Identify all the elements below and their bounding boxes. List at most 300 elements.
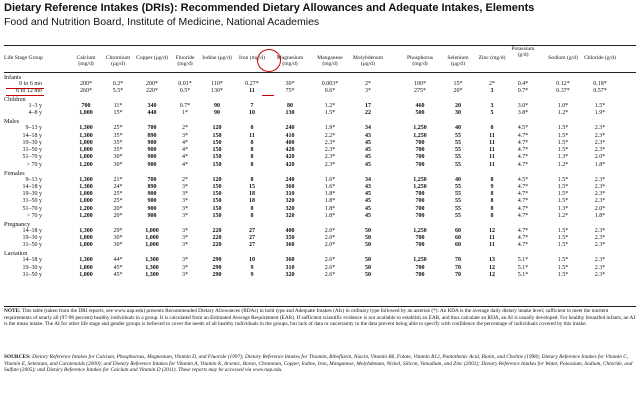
cell-na: 1.2* bbox=[557, 161, 569, 168]
cell-f: 3* bbox=[182, 242, 188, 249]
cell-k: 4.7* bbox=[517, 191, 529, 198]
table-row bbox=[0, 206, 640, 213]
cell-i: 150 bbox=[212, 139, 222, 146]
cell-mn: 2.0* bbox=[324, 235, 336, 242]
cell-k: 4.7* bbox=[517, 242, 529, 249]
row-label: 19–30 y bbox=[22, 139, 42, 146]
cell-na: 1.5* bbox=[557, 132, 569, 139]
cell-ca: 1,000 bbox=[79, 235, 93, 242]
row-label: 19–30 y bbox=[22, 235, 42, 242]
cell-k: 4.7* bbox=[517, 183, 529, 190]
column-header-ca: Calcium (mg/d) bbox=[76, 55, 96, 68]
cell-cr: 30* bbox=[113, 161, 123, 168]
cell-i: 220 bbox=[212, 227, 222, 234]
table-row bbox=[0, 213, 640, 220]
cell-cu: 900 bbox=[147, 205, 157, 212]
cell-mo: 45 bbox=[365, 154, 371, 161]
cell-mn: 1.8* bbox=[324, 191, 336, 198]
cell-mn: 2.3* bbox=[324, 139, 336, 146]
cell-k: 4.7* bbox=[517, 147, 529, 154]
cell-k: 3.8* bbox=[517, 110, 529, 117]
cell-mo: 2* bbox=[365, 81, 371, 87]
cell-ca: 700 bbox=[81, 103, 91, 110]
cell-cl: 1.5* bbox=[594, 103, 606, 110]
cell-p: 1,250 bbox=[413, 125, 427, 132]
cell-k: 0.7* bbox=[517, 88, 529, 95]
cell-cr: 30* bbox=[113, 154, 123, 161]
cell-i: 150 bbox=[212, 154, 222, 161]
cell-mn: 1.2* bbox=[324, 103, 336, 110]
cell-cl: 2.0* bbox=[594, 154, 606, 161]
cell-p: 275* bbox=[414, 88, 426, 95]
cell-cu: 440 bbox=[147, 110, 157, 117]
row-label: 14–18 y bbox=[22, 183, 42, 190]
cell-mn: 0.003* bbox=[321, 81, 339, 87]
page-title: Dietary Reference Intakes (DRIs): Recommended Dietary Allowances and Adequate Intakes, Elements bbox=[4, 2, 535, 14]
iron-infant-underline bbox=[262, 95, 274, 96]
cell-mg: 75* bbox=[285, 88, 295, 95]
cell-na: 1.2* bbox=[557, 110, 569, 117]
cell-cl: 2.0* bbox=[594, 205, 606, 212]
column-header-cl: Chloride (g/d) bbox=[584, 55, 616, 61]
cell-se: 15* bbox=[453, 81, 463, 87]
cell-zn: 9 bbox=[490, 183, 494, 190]
note-label: NOTE: bbox=[4, 308, 21, 314]
cell-se: 55 bbox=[455, 132, 461, 139]
cell-i: 290 bbox=[212, 264, 222, 271]
cell-mn: 2.3* bbox=[324, 147, 336, 154]
column-header-group: Life Stage Group bbox=[4, 55, 43, 61]
cell-i: 150 bbox=[212, 132, 222, 139]
row-label: 31–50 y bbox=[22, 242, 42, 249]
cell-zn: 8 bbox=[490, 213, 494, 219]
cell-mn: 1.8* bbox=[324, 198, 336, 205]
cell-i: 150 bbox=[212, 205, 222, 212]
row-label: 0 to 6 mo bbox=[19, 81, 42, 87]
cell-ca: 1,300 bbox=[79, 183, 93, 190]
cell-k: 5.1* bbox=[517, 257, 529, 264]
row-label: 1–3 y bbox=[28, 103, 42, 110]
cell-se: 40 bbox=[455, 125, 461, 132]
cell-mn: 1.8* bbox=[324, 213, 336, 219]
cell-cl: 2.3* bbox=[594, 176, 606, 183]
cell-mg: 320 bbox=[285, 271, 295, 278]
cell-i: 220 bbox=[212, 242, 222, 249]
cell-cu: 900 bbox=[147, 161, 157, 168]
cell-k: 3.0* bbox=[517, 103, 529, 110]
cell-p: 700 bbox=[415, 154, 425, 161]
cell-i: 120 bbox=[212, 176, 222, 183]
cell-mo: 45 bbox=[365, 191, 371, 198]
cell-na: 1.5* bbox=[557, 147, 569, 154]
cell-mn: 2.6* bbox=[324, 271, 336, 278]
cell-mg: 360 bbox=[285, 257, 295, 264]
cell-se: 70 bbox=[455, 264, 461, 271]
cell-i: 150 bbox=[212, 213, 222, 219]
cell-cr: 20* bbox=[113, 205, 123, 212]
cell-cr: 35* bbox=[113, 147, 123, 154]
cell-mg: 410 bbox=[285, 132, 295, 139]
cell-fe: 27 bbox=[249, 235, 255, 242]
cell-mg: 360 bbox=[285, 183, 295, 190]
cell-mo: 34 bbox=[365, 176, 371, 183]
cell-na: 1.0* bbox=[557, 103, 569, 110]
cell-cu: 900 bbox=[147, 191, 157, 198]
cell-cr: 5.5* bbox=[112, 88, 124, 95]
sources-paragraph bbox=[4, 354, 636, 374]
cell-f: 4* bbox=[182, 161, 188, 168]
cell-f: 3* bbox=[182, 132, 188, 139]
cell-se: 70 bbox=[455, 271, 461, 278]
cell-fe: 27 bbox=[249, 242, 255, 249]
table-row bbox=[0, 235, 640, 242]
cell-na: 1.5* bbox=[557, 198, 569, 205]
column-header-fe: Iron (mg/d) bbox=[239, 55, 265, 61]
cell-na: 1.5* bbox=[557, 176, 569, 183]
cell-ca: 1,000 bbox=[79, 147, 93, 154]
cell-zn: 11 bbox=[489, 235, 495, 242]
sources-text: Dietary Reference Intakes for Calcium, Phosphorous, Magnesium, Vitamin D, and Fluoride (1997); Dietary Reference Intakes for Thiamin, Riboflavin, Niacin, Vitamin B6, Folate, Vitamin B12, Pantothenic Acid, Biotin, and Choline (1998); Dietary Reference Intakes for Vitamin C, Vitamin E, Selenium, and Carotenoids (2000); and Dietary Reference Intakes for Vitamin A, Vitamin K, Arsenic, Boron, Chromium, Copper, Iodine, Iron, Manganese, Molybdenum, Nickel, Silicon, Vanadium, and Zinc (2001); Dietary Reference Intakes for Water, Potassium, Sodium, Chloride, and Sulfate (2005); and Dietary Reference Intakes for Calcium and Vitamin D (2011). These reports may be accessed via www.nap.edu. bbox=[4, 354, 633, 374]
cell-ca: 1,000 bbox=[79, 198, 93, 205]
column-header-p: Phosphorus (mg/d) bbox=[406, 55, 434, 68]
cell-ca: 1,000 bbox=[79, 110, 93, 117]
cell-cu: 200* bbox=[146, 81, 158, 87]
sources-label: SOURCES: bbox=[4, 354, 31, 360]
row-label: 19–30 y bbox=[22, 191, 42, 198]
cell-zn: 11 bbox=[489, 139, 495, 146]
table-row bbox=[0, 162, 640, 169]
cell-cl: 2.3* bbox=[594, 235, 606, 242]
group-label-pregnancy: Pregnancy bbox=[4, 220, 31, 228]
cell-se: 60 bbox=[455, 242, 461, 249]
table-row bbox=[0, 272, 640, 279]
row-label: 9–13 y bbox=[25, 176, 42, 183]
cell-cr: 35* bbox=[113, 139, 123, 146]
cell-cr: 25* bbox=[113, 191, 123, 198]
cell-mo: 34 bbox=[365, 125, 371, 132]
cell-cu: 900 bbox=[147, 213, 157, 219]
cell-fe: 11 bbox=[249, 132, 255, 139]
table-row bbox=[0, 147, 640, 154]
cell-zn: 8 bbox=[490, 176, 494, 183]
row-label: 14–18 y bbox=[22, 227, 42, 234]
cell-mo: 45 bbox=[365, 139, 371, 146]
cell-zn: 8 bbox=[490, 205, 494, 212]
cell-zn: 12 bbox=[489, 271, 495, 278]
table-bottom-rule bbox=[4, 306, 636, 307]
cell-mo: 43 bbox=[365, 183, 371, 190]
cell-p: 700 bbox=[415, 147, 425, 154]
cell-cu: 700 bbox=[147, 176, 157, 183]
cell-zn: 8 bbox=[490, 198, 494, 205]
cell-f: 3* bbox=[182, 235, 188, 242]
cell-f: 1* bbox=[182, 110, 188, 117]
cell-p: 700 bbox=[415, 213, 425, 219]
cell-fe: 8 bbox=[250, 125, 254, 132]
cell-ca: 1,200 bbox=[79, 205, 93, 212]
cell-cu: 890 bbox=[147, 132, 157, 139]
cell-se: 60 bbox=[455, 235, 461, 242]
cell-p: 1,250 bbox=[413, 227, 427, 234]
cell-ca: 1,300 bbox=[79, 132, 93, 139]
cell-na: 1.5* bbox=[557, 125, 569, 132]
cell-se: 20 bbox=[455, 103, 461, 110]
cell-cl: 2.3* bbox=[594, 227, 606, 234]
cell-ca: 1,300 bbox=[79, 227, 93, 234]
cell-se: 55 bbox=[455, 147, 461, 154]
cell-se: 55 bbox=[455, 139, 461, 146]
cell-k: 4.7* bbox=[517, 154, 529, 161]
cell-k: 4.7* bbox=[517, 205, 529, 212]
cell-cl: 2.3* bbox=[594, 132, 606, 139]
cell-k: 5.1* bbox=[517, 264, 529, 271]
cell-zn: 5 bbox=[490, 110, 494, 117]
table-row bbox=[0, 191, 640, 198]
cell-p: 1,250 bbox=[413, 257, 427, 264]
cell-na: 1.5* bbox=[557, 264, 569, 271]
cell-fe: 8 bbox=[250, 205, 254, 212]
cell-cr: 30* bbox=[113, 242, 123, 249]
cell-f: 0.5* bbox=[179, 88, 191, 95]
cell-cl: 2.3* bbox=[594, 198, 606, 205]
cell-f: 3* bbox=[182, 205, 188, 212]
cell-p: 1,250 bbox=[413, 176, 427, 183]
cell-zn: 11 bbox=[489, 242, 495, 249]
column-header-f: Fluoride (mg/d) bbox=[175, 55, 195, 68]
cell-p: 1,250 bbox=[413, 132, 427, 139]
cell-cr: 25* bbox=[113, 198, 123, 205]
cell-p: 700 bbox=[415, 161, 425, 168]
cell-k: 4.7* bbox=[517, 213, 529, 219]
cell-cr: 45* bbox=[113, 264, 123, 271]
cell-mg: 320 bbox=[285, 213, 295, 219]
cell-cu: 900 bbox=[147, 154, 157, 161]
cell-cr: 11* bbox=[113, 103, 123, 110]
cell-mo: 3* bbox=[365, 88, 371, 95]
cell-i: 220 bbox=[212, 235, 222, 242]
cell-cu: 1,300 bbox=[145, 257, 159, 264]
column-header-mg: Magnesium (mg/d) bbox=[276, 55, 304, 68]
table-row bbox=[0, 257, 640, 264]
column-header-cu: Copper (μg/d) bbox=[136, 55, 168, 61]
cell-cu: 700 bbox=[147, 125, 157, 132]
cell-cl: 2.3* bbox=[594, 147, 606, 154]
cell-fe: 9 bbox=[250, 271, 254, 278]
column-header-cr: Chromium (μg/d) bbox=[105, 55, 131, 68]
cell-se: 55 bbox=[455, 198, 461, 205]
cell-fe: 7 bbox=[250, 103, 254, 110]
cell-na: 1.5* bbox=[557, 242, 569, 249]
page-subtitle: Food and Nutrition Board, Institute of Medicine, National Academies bbox=[4, 16, 320, 28]
cell-mg: 320 bbox=[285, 198, 295, 205]
cell-mg: 420 bbox=[285, 161, 295, 168]
cell-cu: 1,000 bbox=[145, 242, 159, 249]
cell-fe: 0.27* bbox=[245, 81, 259, 87]
cell-fe: 8 bbox=[250, 139, 254, 146]
cell-fe: 8 bbox=[250, 176, 254, 183]
table-row bbox=[0, 133, 640, 140]
column-header-na: Sodium (g/d) bbox=[548, 55, 578, 61]
cell-ca: 200* bbox=[80, 81, 92, 87]
column-header-zn: Zinc (mg/d) bbox=[478, 55, 506, 61]
cell-fe: 10 bbox=[249, 110, 255, 117]
cell-k: 4.7* bbox=[517, 139, 529, 146]
cell-p: 700 bbox=[415, 242, 425, 249]
cell-f: 3* bbox=[182, 271, 188, 278]
cell-mn: 1.5* bbox=[324, 110, 336, 117]
cell-zn: 8 bbox=[490, 191, 494, 198]
cell-cu: 1,300 bbox=[145, 271, 159, 278]
cell-cr: 30* bbox=[113, 235, 123, 242]
cell-zn: 12 bbox=[489, 227, 495, 234]
cell-zn: 12 bbox=[489, 264, 495, 271]
cell-i: 150 bbox=[212, 183, 222, 190]
cell-f: 3* bbox=[182, 213, 188, 219]
cell-cu: 1,000 bbox=[145, 235, 159, 242]
cell-f: 3* bbox=[182, 183, 188, 190]
cell-cr: 0.2* bbox=[112, 81, 124, 87]
group-label-children: Children bbox=[4, 96, 26, 104]
cell-p: 700 bbox=[415, 139, 425, 146]
row-label: 31–50 y bbox=[22, 271, 42, 278]
note-text: This table (taken from the DRI reports, see www.nap.edu) presents Recommended Dietary Allowances (RDAs) in bold type and Adequate Intakes (AIs) in ordinary type followed by an asterisk (*). An RDA is the average daily dietary intake level; sufficient to meet the nutrient requirements of nearly all (97-98 percent) healthy individuals in a group. It is calculated from an Estimated Average Requirement (EAR). If sufficient scientific evidence is not available to establish an EAR, and thus calculate an RDA, an AI is usually developed. For healthy breastfed infants, an AI is the mean intake. The AI for other life stage and gender groups is believed to cover the needs of all healthy individuals in the groups, but lack of data or uncertainty in the data prevent being able to specify with confidence the percentage of individuals covered by this intake. bbox=[4, 308, 636, 328]
cell-mg: 350 bbox=[285, 235, 295, 242]
cell-cu: 890 bbox=[147, 183, 157, 190]
cell-na: 1.5* bbox=[557, 257, 569, 264]
cell-p: 700 bbox=[415, 205, 425, 212]
cell-k: 4.7* bbox=[517, 132, 529, 139]
table-row bbox=[0, 103, 640, 110]
cell-ca: 1,300 bbox=[79, 125, 93, 132]
cell-mo: 50 bbox=[365, 271, 371, 278]
row-label: 9–13 y bbox=[25, 125, 42, 132]
cell-ca: 1,000 bbox=[79, 191, 93, 198]
cell-f: 3* bbox=[182, 264, 188, 271]
column-header-k: Potassium (g/d) bbox=[511, 46, 535, 59]
cell-mn: 2.0* bbox=[324, 227, 336, 234]
cell-mn: 2.6* bbox=[324, 257, 336, 264]
cell-fe: 27 bbox=[249, 227, 255, 234]
cell-cr: 25* bbox=[113, 125, 123, 132]
cell-se: 55 bbox=[455, 161, 461, 168]
cell-mn: 1.6* bbox=[324, 183, 336, 190]
cell-f: 0.01* bbox=[178, 81, 192, 87]
cell-i: 110* bbox=[211, 81, 223, 87]
cell-i: 150 bbox=[212, 147, 222, 154]
group-label-infants: Infants bbox=[4, 74, 22, 81]
row-label: > 70 y bbox=[26, 161, 42, 168]
cell-i: 130* bbox=[211, 88, 223, 95]
cell-cu: 900 bbox=[147, 147, 157, 154]
cell-mg: 240 bbox=[285, 125, 295, 132]
cell-mo: 43 bbox=[365, 132, 371, 139]
cell-zn: 8 bbox=[490, 125, 494, 132]
cell-ca: 1,000 bbox=[79, 154, 93, 161]
cell-zn: 11 bbox=[489, 132, 495, 139]
row-label: 19–30 y bbox=[22, 264, 42, 271]
cell-cr: 15* bbox=[113, 110, 123, 117]
cell-na: 0.12* bbox=[556, 81, 570, 87]
cell-f: 3* bbox=[182, 227, 188, 234]
cell-mg: 240 bbox=[285, 176, 295, 183]
cell-cu: 1,000 bbox=[145, 227, 159, 234]
table-row bbox=[0, 140, 640, 147]
cell-ca: 1,000 bbox=[79, 139, 93, 146]
cell-k: 4.7* bbox=[517, 161, 529, 168]
cell-cu: 900 bbox=[147, 139, 157, 146]
cell-na: 1.3* bbox=[557, 154, 569, 161]
cell-k: 0.4* bbox=[517, 81, 529, 87]
row-label: 31–50 y bbox=[22, 198, 42, 205]
cell-f: 3* bbox=[182, 198, 188, 205]
cell-zn: 11 bbox=[489, 161, 495, 168]
column-header-se: Selenium (μg/d) bbox=[447, 55, 469, 68]
cell-i: 150 bbox=[212, 161, 222, 168]
cell-ca: 1,200 bbox=[79, 213, 93, 219]
cell-p: 700 bbox=[415, 271, 425, 278]
cell-zn: 2* bbox=[489, 81, 495, 87]
cell-mn: 0.6* bbox=[324, 88, 336, 95]
cell-cl: 1.9* bbox=[594, 110, 606, 117]
cell-mo: 22 bbox=[365, 110, 371, 117]
cell-mo: 17 bbox=[365, 103, 371, 110]
cell-mn: 2.3* bbox=[324, 161, 336, 168]
cell-se: 55 bbox=[455, 205, 461, 212]
cell-se: 20* bbox=[453, 88, 463, 95]
cell-na: 1.5* bbox=[557, 235, 569, 242]
cell-fe: 8 bbox=[250, 213, 254, 219]
cell-mo: 45 bbox=[365, 161, 371, 168]
row-label: 31–50 y bbox=[22, 147, 42, 154]
cell-mn: 2.3* bbox=[324, 154, 336, 161]
row-label: > 70 y bbox=[26, 213, 42, 219]
cell-cr: 24* bbox=[113, 183, 123, 190]
cell-na: 1.5* bbox=[557, 271, 569, 278]
table-row bbox=[0, 88, 640, 95]
cell-fe: 15 bbox=[249, 183, 255, 190]
cell-zn: 13 bbox=[489, 257, 495, 264]
cell-mo: 45 bbox=[365, 205, 371, 212]
cell-k: 5.1* bbox=[517, 271, 529, 278]
table-row bbox=[0, 242, 640, 249]
cell-f: 4* bbox=[182, 154, 188, 161]
cell-k: 4.7* bbox=[517, 227, 529, 234]
table-row bbox=[0, 184, 640, 191]
cell-cu: 340 bbox=[147, 103, 157, 110]
cell-ca: 260* bbox=[80, 88, 92, 95]
cell-cr: 20* bbox=[113, 213, 123, 219]
cell-mo: 45 bbox=[365, 147, 371, 154]
cell-zn: 11 bbox=[489, 147, 495, 154]
cell-na: 0.37* bbox=[556, 88, 570, 95]
cell-se: 70 bbox=[455, 257, 461, 264]
row-label: 51–70 y bbox=[22, 154, 42, 161]
cell-cr: 45* bbox=[113, 271, 123, 278]
cell-ca: 1,000 bbox=[79, 264, 93, 271]
cell-se: 55 bbox=[455, 213, 461, 219]
cell-cl: 2.3* bbox=[594, 183, 606, 190]
cell-p: 700 bbox=[415, 191, 425, 198]
cell-mg: 420 bbox=[285, 154, 295, 161]
cell-i: 120 bbox=[212, 125, 222, 132]
cell-mo: 50 bbox=[365, 227, 371, 234]
cell-fe: 8 bbox=[250, 147, 254, 154]
cell-mg: 130 bbox=[285, 110, 295, 117]
cell-cr: 44* bbox=[113, 257, 123, 264]
row-label: 51–70 y bbox=[22, 205, 42, 212]
cell-mo: 50 bbox=[365, 257, 371, 264]
cell-ca: 1,300 bbox=[79, 257, 93, 264]
